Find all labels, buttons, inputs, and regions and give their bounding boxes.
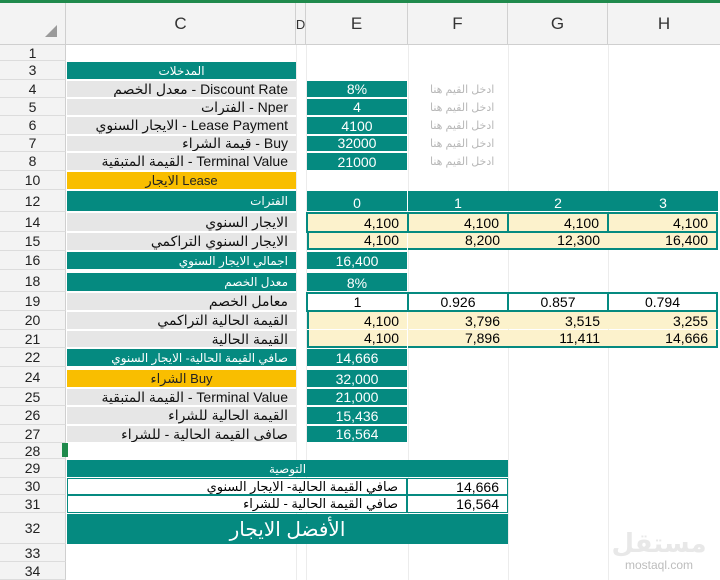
row-header[interactable]: 3 xyxy=(0,61,66,80)
period-cell[interactable]: 3 xyxy=(608,191,718,211)
column-header-f[interactable]: F xyxy=(408,3,508,45)
pv-label[interactable]: القيمة الحالية xyxy=(67,331,296,347)
row-header[interactable]: 20 xyxy=(0,311,66,330)
watermark-site: mostaql.com xyxy=(624,558,694,572)
pv-cell[interactable]: 11,411 xyxy=(508,330,608,348)
buy-pv-label[interactable]: القيمة الحالية للشراء xyxy=(67,407,296,424)
period-cell[interactable]: 1 xyxy=(408,191,508,211)
total-lease-value[interactable]: 16,400 xyxy=(307,252,407,269)
discount-factor-cell[interactable]: 0.926 xyxy=(407,292,509,312)
row-header[interactable]: 32 xyxy=(0,513,66,544)
row-header[interactable]: 5 xyxy=(0,98,66,116)
cumulative-lease-cell[interactable]: 8,200 xyxy=(408,233,508,250)
input-hint: ادخل القيم هنا xyxy=(430,138,495,150)
buy-terminal-value[interactable]: 21,000 xyxy=(307,389,407,405)
row-header[interactable]: 1 xyxy=(0,45,66,61)
cumulative-lease-cell[interactable]: 12,300 xyxy=(508,233,608,250)
pv-cell[interactable]: 14,666 xyxy=(608,330,718,348)
pv-cumulative-label[interactable]: القيمة الحالية التراكمي xyxy=(67,312,296,329)
terminal-value-label[interactable]: القيمة المتبقية - Terminal Value xyxy=(67,153,296,170)
terminal-value-input[interactable]: 21000 xyxy=(307,153,407,170)
nper-label[interactable]: الفترات - Nper xyxy=(67,99,296,115)
column-header-d[interactable]: D xyxy=(296,3,306,45)
select-all-corner[interactable] xyxy=(0,3,66,45)
recommendation-header[interactable]: التوصية xyxy=(67,460,508,477)
lease-npv-label[interactable]: صافي القيمة الحالية- الايجار السنوي xyxy=(67,349,296,366)
total-lease-label[interactable]: اجمالي الايجار السنوي xyxy=(67,252,296,269)
column-header-e[interactable]: E xyxy=(306,3,408,45)
rec-lease-label[interactable]: صافي القيمة الحالية- الايجار السنوي xyxy=(67,478,407,495)
select-all-icon xyxy=(45,25,57,37)
row-header[interactable]: 21 xyxy=(0,330,66,348)
lease-payment-input[interactable]: 4100 xyxy=(307,117,407,134)
buy-price-value[interactable]: 32,000 xyxy=(307,370,407,387)
active-row-marker xyxy=(62,443,68,457)
cumulative-lease-label[interactable]: الايجار السنوي التراكمي xyxy=(67,233,296,250)
annual-lease-cell[interactable]: 4,100 xyxy=(507,212,609,233)
watermark-brand: مستقل xyxy=(611,528,707,558)
annual-lease-cell[interactable]: 4,100 xyxy=(306,212,409,233)
pv-cell[interactable]: 4,100 xyxy=(307,330,407,348)
row-header[interactable]: 19 xyxy=(0,292,66,311)
row-header[interactable]: 15 xyxy=(0,232,66,251)
row-header[interactable]: 33 xyxy=(0,544,66,562)
buy-terminal-label[interactable]: القيمة المتبقية - Terminal Value xyxy=(67,389,296,405)
buy-section-header[interactable]: الشراء Buy xyxy=(67,370,296,387)
nper-input[interactable]: 4 xyxy=(307,99,407,115)
row-header[interactable]: 28 xyxy=(0,443,66,459)
row-header[interactable]: 31 xyxy=(0,495,66,513)
row-header[interactable]: 29 xyxy=(0,459,66,478)
column-header-g[interactable]: G xyxy=(508,3,608,45)
column-header-row xyxy=(0,3,720,45)
pv-cumulative-cell[interactable]: 3,255 xyxy=(608,312,718,329)
rec-buy-value[interactable]: 16,564 xyxy=(407,495,508,513)
buy-label[interactable]: قيمة الشراء - Buy xyxy=(67,136,296,151)
annual-lease-cell[interactable]: 4,100 xyxy=(607,212,718,233)
discount-factor-cell[interactable]: 0.794 xyxy=(607,292,718,312)
row-header[interactable]: 25 xyxy=(0,388,66,406)
annual-lease-cell[interactable]: 4,100 xyxy=(407,212,509,233)
input-hint: ادخل القيم هنا xyxy=(430,120,495,132)
pv-cell[interactable]: 7,896 xyxy=(408,330,508,348)
discount-rate-label[interactable]: معدل الخصم - Discount Rate xyxy=(67,81,296,97)
discount-rate-input[interactable]: 8% xyxy=(307,81,407,97)
buy-input[interactable]: 32000 xyxy=(307,136,407,151)
row-header[interactable]: 7 xyxy=(0,135,66,152)
row-header[interactable]: 8 xyxy=(0,152,66,171)
lease-npv-value[interactable]: 14,666 xyxy=(307,349,407,366)
pv-cumulative-cell[interactable]: 3,515 xyxy=(508,312,608,329)
inputs-header[interactable]: المدخلات xyxy=(67,62,296,79)
buy-pv-value[interactable]: 15,436 xyxy=(307,407,407,424)
input-hint: ادخل القيم هنا xyxy=(430,101,495,114)
period-cell[interactable]: 0 xyxy=(307,191,407,211)
lease-payment-label[interactable]: الايجار السنوي - Lease Payment xyxy=(67,117,296,134)
discount-factor-label[interactable]: معامل الخصم xyxy=(67,293,296,310)
row-header[interactable]: 30 xyxy=(0,478,66,495)
row-header[interactable]: 10 xyxy=(0,171,66,190)
row-header[interactable]: 18 xyxy=(0,270,66,292)
row-header[interactable]: 27 xyxy=(0,425,66,443)
row-header[interactable]: 14 xyxy=(0,212,66,232)
lease-section-header[interactable]: الايجار Lease xyxy=(67,172,296,189)
row-header[interactable]: 6 xyxy=(0,116,66,135)
discount-factor-cell[interactable]: 1 xyxy=(306,292,409,312)
column-header-h[interactable]: H xyxy=(657,14,671,33)
periods-label[interactable]: الفترات xyxy=(67,191,296,211)
rec-lease-value[interactable]: 14,666 xyxy=(407,478,508,495)
buy-npv-value[interactable]: 16,564 xyxy=(307,426,407,442)
discount-factor-cell[interactable]: 0.857 xyxy=(507,292,609,312)
rec-buy-label[interactable]: صافي القيمة الحالية - للشراء xyxy=(67,495,407,513)
buy-npv-label[interactable]: صافى القيمة الحالية - للشراء xyxy=(67,426,296,442)
cumulative-lease-cell[interactable]: 4,100 xyxy=(307,233,407,250)
pv-cumulative-cell[interactable]: 4,100 xyxy=(307,312,407,329)
annual-lease-label[interactable]: الايجار السنوي xyxy=(67,213,296,231)
column-header-c[interactable]: C xyxy=(66,3,296,45)
row-header[interactable]: 24 xyxy=(0,367,66,388)
input-hint: ادخل القيم هنا xyxy=(430,83,495,96)
lease-discount-rate-value[interactable]: 8% xyxy=(307,273,407,291)
cumulative-lease-cell[interactable]: 16,400 xyxy=(608,233,718,250)
lease-discount-rate-label[interactable]: معدل الخصم xyxy=(67,273,296,291)
row-header[interactable]: 16 xyxy=(0,251,66,270)
period-cell[interactable]: 2 xyxy=(508,191,608,211)
input-hint: ادخل القيم هنا xyxy=(430,156,495,168)
row-header[interactable]: 26 xyxy=(0,406,66,425)
pv-cumulative-cell[interactable]: 3,796 xyxy=(408,312,508,329)
row-header[interactable]: 12 xyxy=(0,190,66,212)
row-header[interactable]: 34 xyxy=(0,562,66,580)
row-header[interactable]: 22 xyxy=(0,348,66,367)
recommendation-result[interactable]: الأفضل الايجار xyxy=(67,514,508,544)
watermark xyxy=(600,528,718,572)
row-header[interactable]: 4 xyxy=(0,80,66,98)
